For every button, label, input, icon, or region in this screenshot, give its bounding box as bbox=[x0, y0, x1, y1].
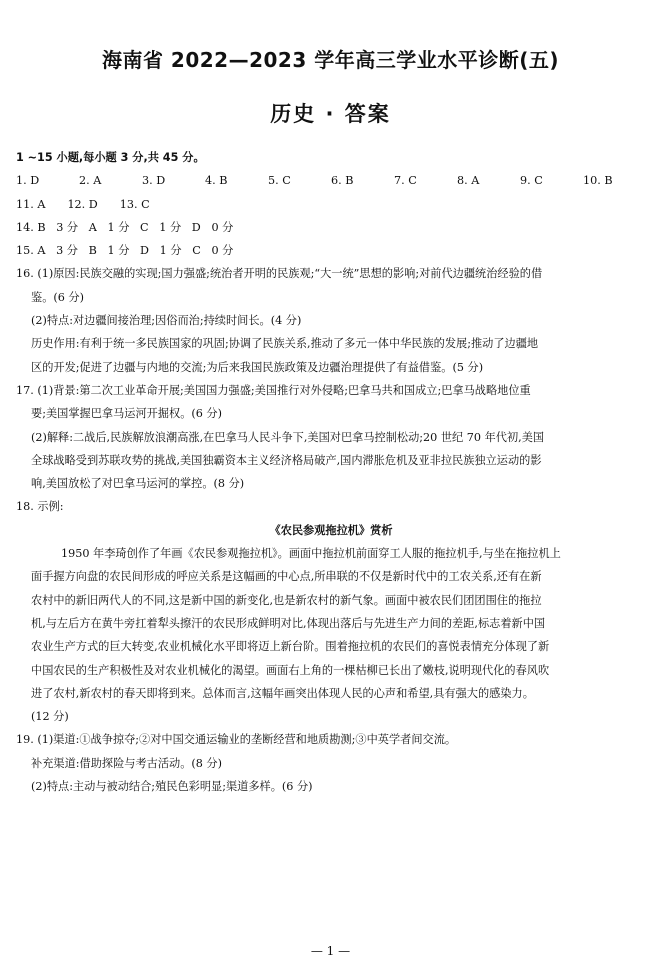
page-title: 海南省 2022—2023 学年高三学业水平诊断(五) bbox=[101, 48, 560, 72]
page-subtitle: 历史 · 答案 bbox=[270, 102, 391, 126]
essay-title: 《农民参观拖拉机》赏析 bbox=[269, 522, 393, 537]
q17-part2-cont: 全球战略受到苏联攻势的挑战,美国独霸资本主义经济格局破产,国内滞胀危机及亚非拉民族独立运动的影 bbox=[31, 453, 542, 467]
essay-line: 1950 年李琦创作了年画《农民参观拖拉机》。画面中拖拉机前面穿工人服的拖拉机手,与坐在拖拉机上 bbox=[61, 547, 561, 561]
q17-part1-cont: 要;美国掌握巴拿马运河开掘权。(6 分) bbox=[31, 407, 222, 421]
answer-item: 10. B bbox=[583, 174, 613, 188]
q17-part1: 17. (1)背景:第二次工业革命开展;美国国力强盛;美国推行对外侵略;巴拿马共和国成立;巴拿马战略地位重 bbox=[16, 383, 531, 397]
page-number: — 1 — bbox=[310, 944, 351, 958]
answer-item: 8. A bbox=[457, 174, 480, 188]
q19-part1: 19. (1)渠道:①战争掠夺;②对中国交通运输业的垄断经营和地质勘测;③中英学者间交流。 bbox=[16, 733, 457, 747]
essay-line: 农村中的新旧两代人的不同,这是新中国的新变化,也是新农村的新气象。画面中被农民们团团围住的拖拉 bbox=[31, 593, 542, 607]
answer-item: 2. A bbox=[79, 174, 102, 188]
essay-score: (12 分) bbox=[31, 710, 69, 724]
q16-part1: 16. (1)原因:民族交融的实现;国力强盛;统治者开明的民族观;“大一统”思想的影响;对前代边疆统治经验的借 bbox=[16, 267, 543, 281]
essay-line: 面手握方向盘的农民间形成的呼应关系是这幅画的中心点,所串联的不仅是新时代中的工农关系,还有在新 bbox=[31, 570, 542, 584]
answer-item: 4. B bbox=[205, 174, 228, 188]
q17-part2-cont2: 响,美国放松了对巴拿马运河的掌控。(8 分) bbox=[31, 477, 245, 491]
q16-part2: (2)特点:对边疆间接治理;因俗而治;持续时间长。(4 分) bbox=[31, 314, 302, 328]
mc-row-1 bbox=[16, 169, 646, 192]
q18-label: 18. 示例: bbox=[16, 500, 64, 514]
answer-item: 12. D bbox=[67, 197, 98, 211]
q16-effect-cont: 区的开发;促进了边疆与内地的交流;为后来我国民族政策及边疆治理提供了有益借鉴。(5 分) bbox=[31, 360, 484, 374]
answer-item: 9. C bbox=[520, 174, 543, 188]
mc-row-2 bbox=[16, 193, 646, 216]
q15-scoring: 15. A 3 分 B 1 分 D 1 分 C 0 分 bbox=[16, 244, 234, 258]
answer-item: 13. C bbox=[119, 197, 150, 211]
answer-item: 7. C bbox=[394, 174, 417, 188]
q16-part1-cont: 鉴。(6 分) bbox=[31, 290, 84, 304]
essay-line: 机,与左后方在黄牛旁扛着犁头擦汗的农民形成鲜明对比,体现出落后与先进生产力间的差距,标志着新中国 bbox=[31, 616, 546, 630]
answer-item: 1. D bbox=[16, 174, 40, 188]
essay-line: 农业生产方式的巨大转变,农业机械化水平即将迈上新台阶。围着拖拉机的农民们的喜悦表情充分体现了新 bbox=[31, 640, 550, 654]
q16-effect: 历史作用:有利于统一多民族国家的巩固;协调了民族关系,推动了多元一体中华民族的发展;推动了边疆地 bbox=[31, 337, 539, 351]
q17-part2: (2)解释:二战后,民族解放浪潮高涨,在巴拿马人民斗争下,美国对巴拿马控制松动;20 世纪 70 年代初,美国 bbox=[31, 430, 545, 444]
answer-item: 11. A bbox=[16, 197, 46, 211]
essay-line: 中国农民的生产积极性及对农业机械化的渴望。画面右上角的一棵枯柳已长出了嫩枝,说明现代化的春风吹 bbox=[31, 663, 550, 677]
answer-item: 5. C bbox=[268, 174, 291, 188]
essay-line: 进了农村,新农村的春天即将到来。总体而言,这幅年画突出体现人民的心声和希望,具有强大的感染力。 bbox=[31, 686, 534, 700]
q14-scoring: 14. B 3 分 A 1 分 C 1 分 D 0 分 bbox=[16, 220, 234, 234]
answer-item: 6. B bbox=[331, 174, 354, 188]
q19-part2: (2)特点:主动与被动结合;殖民色彩明显;渠道多样。(6 分) bbox=[31, 780, 313, 794]
answer-item: 3. D bbox=[142, 174, 166, 188]
mc-intro: 1 ~15 小题,每小题 3 分,共 45 分。 bbox=[16, 151, 205, 164]
answer-content bbox=[16, 146, 646, 798]
q19-supplement: 补充渠道:借助探险与考古活动。(8 分) bbox=[31, 756, 222, 770]
